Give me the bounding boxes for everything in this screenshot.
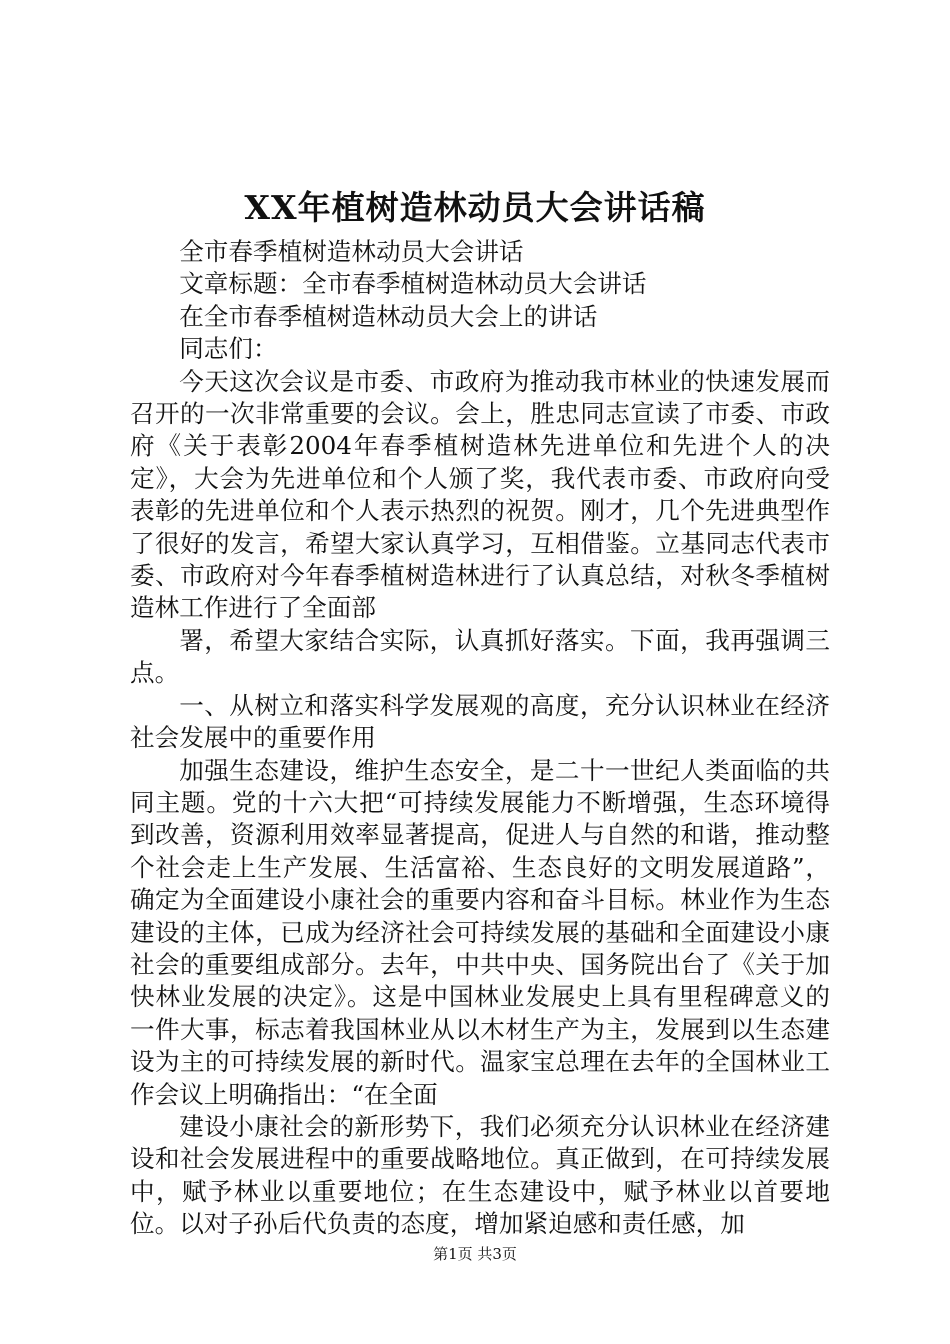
paragraph-body: 今天这次会议是市委、市政府为推动我市林业的快速发展而召开的一次非常重要的会议。会上，胜忠同志宣读了市委、市政府《关于表彰2004年春季植树造林先进单位和先进个人的决定》，大会为先进单位和个人颁了奖，我代表市委、市政府向受表彰的先进单位和个人表示热烈的祝贺。刚才，几个先进典型作了很好的发言，希望大家认真学习，互相借鉴。立基同志代表市委、市政府对今年春季植树造林进行了认真总结，对秋冬季植树造林工作进行了全面部 [130,366,830,623]
page-footer: 第1页 共3页 [433,1245,517,1263]
paragraph-article-title: 文章标题：全市春季植树造林动员大会讲话 [179,269,647,299]
paragraph-salutation: 同志们： [179,334,278,364]
document-title: XX年植树造林动员大会讲话稿 [244,188,706,227]
paragraph-body: 署，希望大家结合实际，认真抓好落实。下面，我再强调三点。 [130,625,830,688]
paragraph-subtitle: 全市春季植树造林动员大会讲话 [179,237,524,266]
paragraph-body: 建设小康社会的新形势下，我们必须充分认识林业在经济建设和社会发展进程中的重要战略地位。真正做到，在可持续发展中，赋予林业以重要地位；在生态建设中，赋予林业以首要地位。以对子孙后代负责的态度，增加紧迫感和责任感，加 [130,1111,830,1239]
paragraph-body: 加强生态建设，维护生态安全，是二十一世纪人类面临的共同主题。党的十六大把“可持续发展能力不断增强，生态环境得到改善，资源利用效率显著提高，促进人与自然的和谐，推动整个社会走上生产发展、生活富裕、生态良好的文明发展道路”，确定为全面建设小康社会的重要内容和奋斗目标。林业作为生态建设的主体，已成为经济社会可持续发展的基础和全面建设小康社会的重要组成部分。去年，中共中央、国务院出台了《关于加快林业发展的决定》。这是中国林业发展史上具有里程碑意义的一件大事，标志着我国林业从以木材生产为主，发展到以生态建设为主的可持续发展的新时代。温家宝总理在去年的全国林业工作会议上明确指出：“在全面 [130,755,830,1109]
document-body [130,236,830,1241]
section-heading: 一、从树立和落实科学发展观的高度，充分认识林业在经济社会发展中的重要作用 [130,690,830,753]
paragraph-speech-heading: 在全市春季植树造林动员大会上的讲话 [179,301,598,331]
